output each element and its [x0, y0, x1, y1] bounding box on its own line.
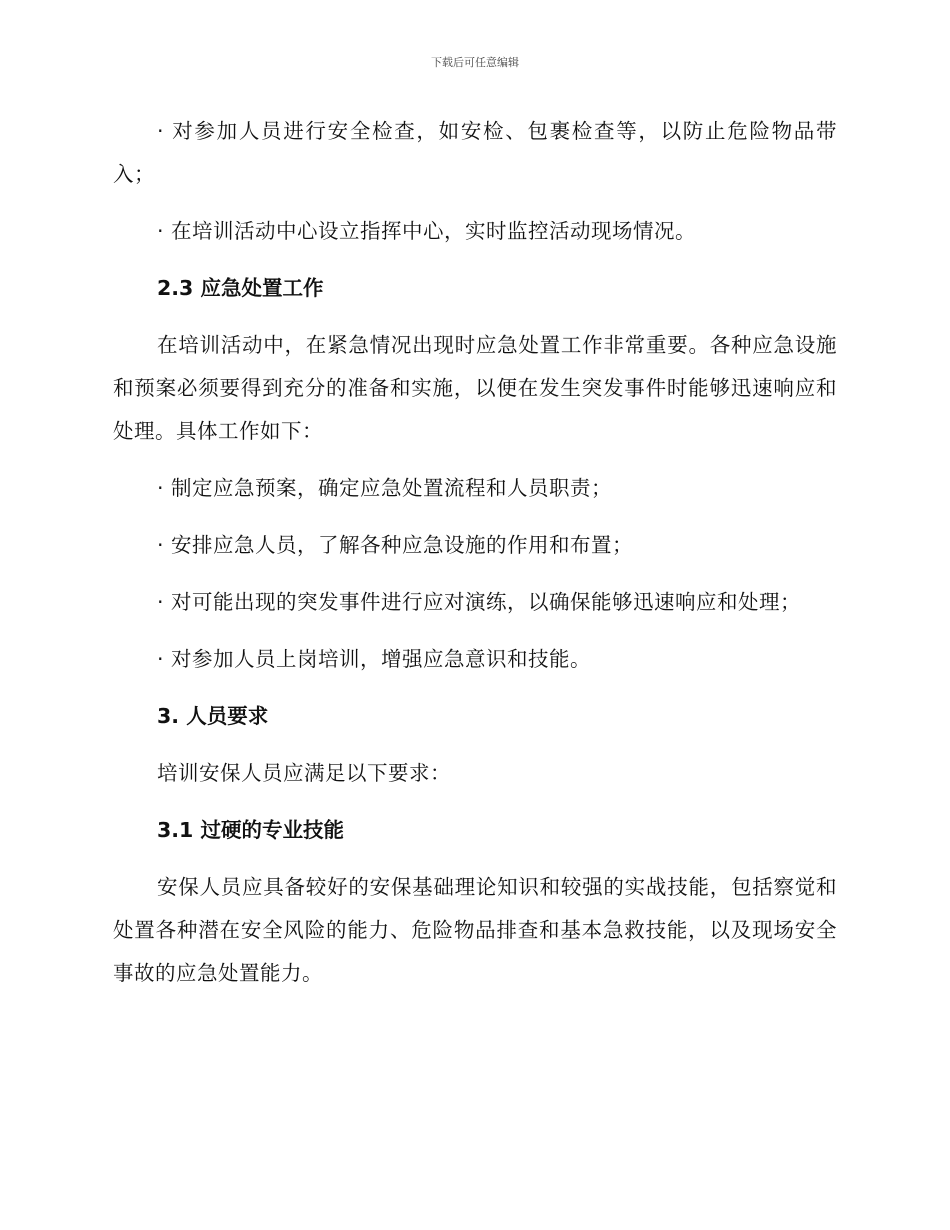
- paragraph-requirements-intro: 培训安保人员应满足以下要求：: [157, 761, 451, 785]
- bullet-emergency-staff: · 安排应急人员，了解各种应急设施的作用和布置；: [157, 533, 634, 557]
- page-header: 下载后可任意编辑: [431, 56, 519, 69]
- bullet-command-center: · 在培训活动中心设立指挥中心，实时监控活动现场情况。: [157, 219, 697, 243]
- paragraph-emergency-intro: 在培训活动中，在紧急情况出现时应急处置工作非常重要。各种应急设施和预案必须要得到充分的准备和实施，以便在发生突发事件时能够迅速响应和处理。具体工作如下：: [113, 333, 837, 443]
- bullet-security-check: · 对参加人员进行安全检查，如安检、包裹检查等，以防止危险物品带入；: [113, 119, 837, 186]
- heading-3: 3. 人员要求: [157, 704, 269, 728]
- bullet-training: · 对参加人员上岗培训，增强应急意识和技能。: [157, 647, 592, 671]
- heading-3-1: 3.1 过硬的专业技能: [157, 818, 344, 842]
- paragraph-professional-skills: 安保人员应具备较好的安保基础理论知识和较强的实战技能，包括察觉和处置各种潜在安全风险的能力、危险物品排查和基本急救技能，以及现场安全事故的应急处置能力。: [113, 875, 837, 985]
- bullet-drills: · 对可能出现的突发事件进行应对演练，以确保能够迅速响应和处理；: [157, 590, 802, 614]
- heading-2-3: 2.3 应急处置工作: [157, 276, 324, 300]
- bullet-emergency-plan: · 制定应急预案，确定应急处置流程和人员职责；: [157, 476, 613, 500]
- document-body: [113, 110, 837, 995]
